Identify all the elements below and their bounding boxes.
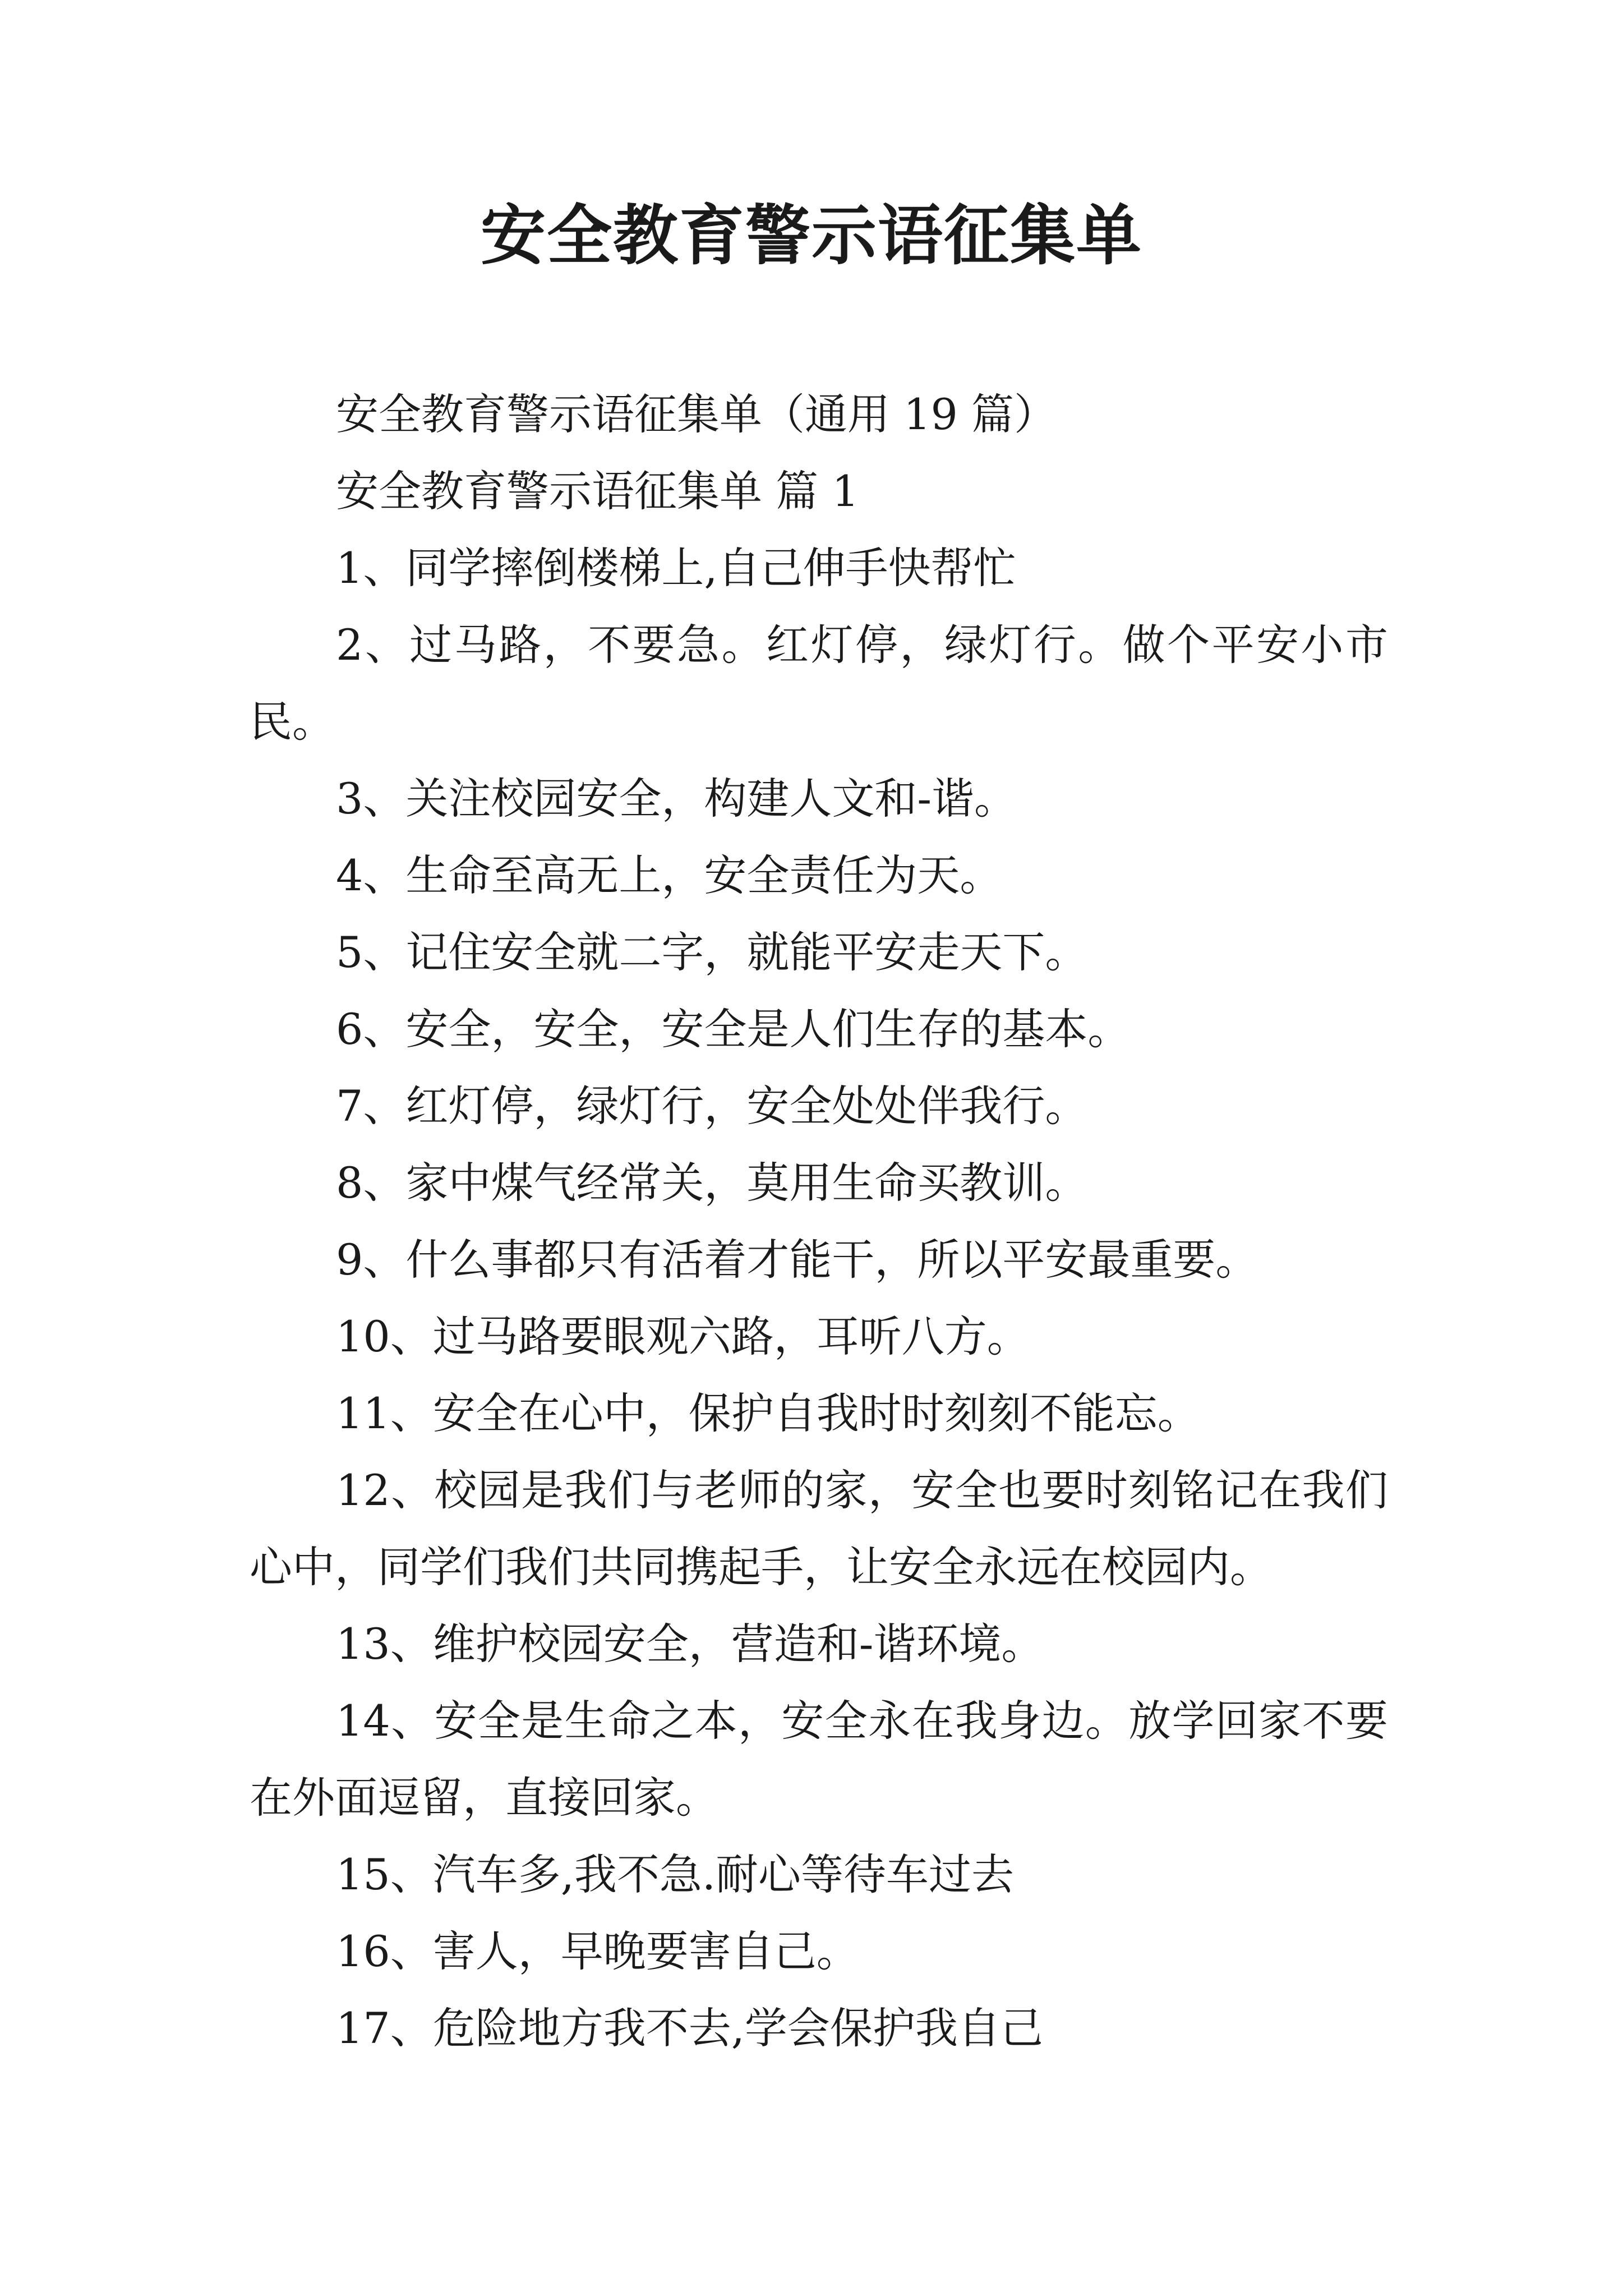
slogan-item-10: 10、过马路要眼观六路，耳听八方。 [336, 1312, 1030, 1361]
subtitle-paragraph: 安全教育警示语征集单（通用 19 篇） [336, 389, 1057, 439]
slogan-item-15: 15、汽车多,我不急.耐心等待车过去 [336, 1849, 1015, 1899]
slogan-item-1: 1、同学摔倒楼梯上,自己伸手快帮忙 [336, 543, 1016, 593]
slogan-item-13: 13、维护校园安全，营造和-谐环境。 [336, 1619, 1044, 1669]
document-body [250, 376, 1388, 2067]
slogan-item-9: 9、什么事都只有活着才能干，所以平安最重要。 [336, 1235, 1258, 1285]
slogan-item-8: 8、家中煤气经常关，莫用生命买教训。 [336, 1158, 1088, 1208]
slogan-item-7: 7、红灯停，绿灯行，安全处处伴我行。 [336, 1081, 1088, 1131]
slogan-item-4: 4、生命至高无上，安全责任为天。 [336, 850, 1003, 900]
section-heading: 安全教育警示语征集单 篇 1 [336, 466, 859, 516]
slogan-item-16: 16、害人，早晚要害自己。 [336, 1926, 859, 1976]
slogan-item-17: 17、危险地方我不去,学会保护我自己 [336, 2003, 1043, 2053]
slogan-item-6: 6、安全，安全，安全是人们生存的基本。 [336, 1004, 1131, 1054]
slogan-item-2: 2、过马路，不要急。红灯停，绿灯行。做个平安小市民。 [250, 620, 1388, 747]
slogan-item-14: 14、安全是生命之本，安全永在我身边。放学回家不要在外面逗留，直接回家。 [250, 1696, 1388, 1823]
slogan-item-11: 11、安全在心中，保护自我时时刻刻不能忘。 [336, 1388, 1200, 1438]
slogan-item-3: 3、关注校园安全，构建人文和-谐。 [336, 774, 1017, 823]
slogan-item-5: 5、记住安全就二字，就能平安走天下。 [336, 927, 1088, 977]
slogan-item-12: 12、校园是我们与老师的家，安全也要时刻铭记在我们心中，同学们我们共同携起手，让安全永远在校园内。 [250, 1465, 1388, 1592]
document-title: 安全教育警示语征集单 [481, 197, 1142, 274]
